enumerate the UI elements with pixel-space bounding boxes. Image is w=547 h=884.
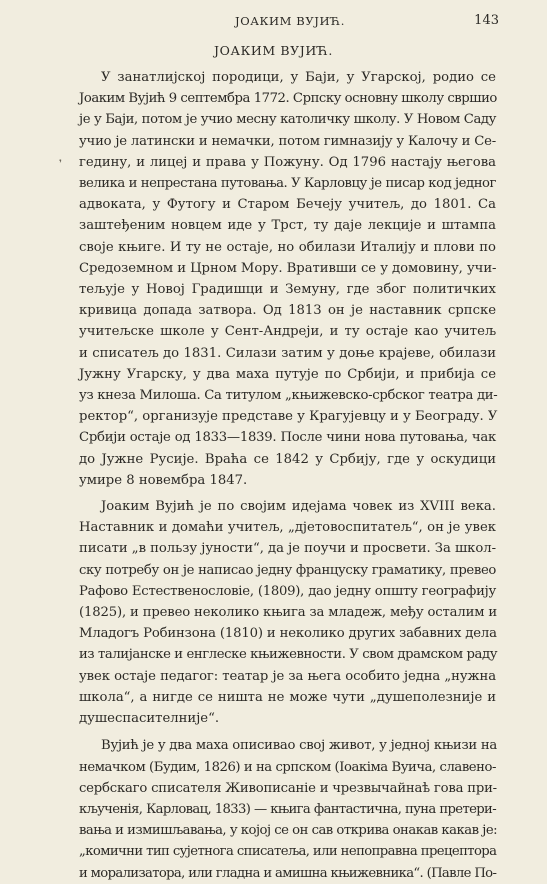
text-line: школа“, а нигде се ништа не може чути „душеполезније и <box>79 689 496 705</box>
text-line: Јоаким Вујић 9 септембра 1772. Српску основну школу свршио <box>79 91 497 107</box>
text-line: из талијанске и енглеске књижевности. У свом драмском раду <box>79 647 498 663</box>
text-line: велика и непрестана путовања. У Карловцу је писар код једног <box>79 176 496 192</box>
text-line: заштеђеним новцем иде у Трст, ту даје лекције и штампа <box>79 218 496 234</box>
text-line: уз кнеза Милоша. Са титулом „књижевско-србског театра ди- <box>79 388 498 404</box>
body-text <box>59 67 498 884</box>
paragraph-biography <box>79 67 496 491</box>
text-line: Младогъ Робинзона (1810) и неколико других забавних дела <box>79 626 497 642</box>
paragraph-ideas <box>79 496 496 729</box>
text-line: Наставник и домаћи учитељ, „дјетовоспитатељ“, он је увек <box>79 520 496 536</box>
text-line: је у Баји, потом је учио месну католичку школу. У Новом Саду <box>79 112 496 128</box>
text-line: (1825), и превео неколико књига за младеж, међу осталим и <box>79 605 498 621</box>
text-line: и морализатора, или гладна и амишна књижевника“. (Павле По- <box>79 865 497 881</box>
text-line: ректор“, организује представе у Крагујевцу и у Београду. У <box>79 409 498 425</box>
text-line: немачком (Будим, 1826) и на српском (Іоакіма Вуича, славено- <box>79 759 496 775</box>
text-line: писати „в пользу јуности“, да је поучи и просвети. За школ- <box>79 541 496 557</box>
text-line: Јужну Угарску, у два маха путује по Србији, и прибија се <box>79 366 496 382</box>
running-head: ЈОАКИМ ВУЈИЋ. <box>235 14 345 28</box>
text-line: Јоаким Вујић је по својим идејама човек из XVIII века. <box>101 499 496 515</box>
text-line: увек остаје педагог: театар је за њега особито једна „нужна <box>79 668 496 684</box>
text-line: кљученія, Карловац, 1833) — књига фантастична, пуна претери- <box>79 801 496 817</box>
text-line: своје књиге. И ту не остаје, но обилази Италију и плови по <box>79 239 496 255</box>
text-line: до Јужне Русије. Враћа се 1842 у Србију, где у оскудици <box>79 451 496 467</box>
text-line: адвоката, у Футогу и Старом Бечеју учитељ, до 1801. Са <box>79 197 496 213</box>
text-line: умире 8 новембра 1847. <box>79 472 248 488</box>
text-line: тељује у Новој Градишци и Земуну, где због политичких <box>79 282 496 298</box>
text-line: „комични тип сујетнога списатеља, или непоправна прецептора <box>79 844 497 860</box>
text-line: Рафово Естественословіе, (1809), дао једну општу географију <box>79 583 496 599</box>
text-line: ску потребу он је написао једну француску граматику, превео <box>79 562 496 578</box>
text-line: Средоземном и Црном Мору. Вративши се у домовину, учи- <box>79 260 497 276</box>
text-line: сербскаго списателя Живописаніе и чрезвычайнаѣ гова при- <box>79 780 497 796</box>
text-line: учитељске школе у Сент-Андреји, и ту остаје као учитељ <box>79 324 496 340</box>
text-line: кривица допада затвора. Од 1813 он је наставник српске <box>79 303 496 319</box>
text-line: гедину, и лицеј и права у Пожуну. Од 1796 настају његова <box>79 154 496 170</box>
margin-pencil-mark-icon: ❜ <box>59 159 62 169</box>
chapter-title: ЈОАКИМ ВУЈИЋ. <box>214 43 333 58</box>
text-line: Вујић је у два маха описивао свој живот, у једној књизи на <box>101 738 498 754</box>
text-line: Србији остаје од 1833—1839. После чини нова путовања, чак <box>79 430 496 446</box>
page-number: 143 <box>474 13 499 28</box>
text-line: и списатељ до 1831. Силази затим у доње крајеве, обилази <box>79 345 496 361</box>
text-line: душеспасителније“. <box>79 711 220 727</box>
text-line: У занатлијској породици, у Баји, у Угарској, родио се <box>101 70 496 85</box>
text-line: учио је латински и немачки, потом гимназију у Калочу и Се- <box>79 133 496 149</box>
text-line: вања и измишљавања, у којој се он сав открива онакав какав је: <box>79 823 498 839</box>
paragraph-autobiography <box>79 735 496 883</box>
